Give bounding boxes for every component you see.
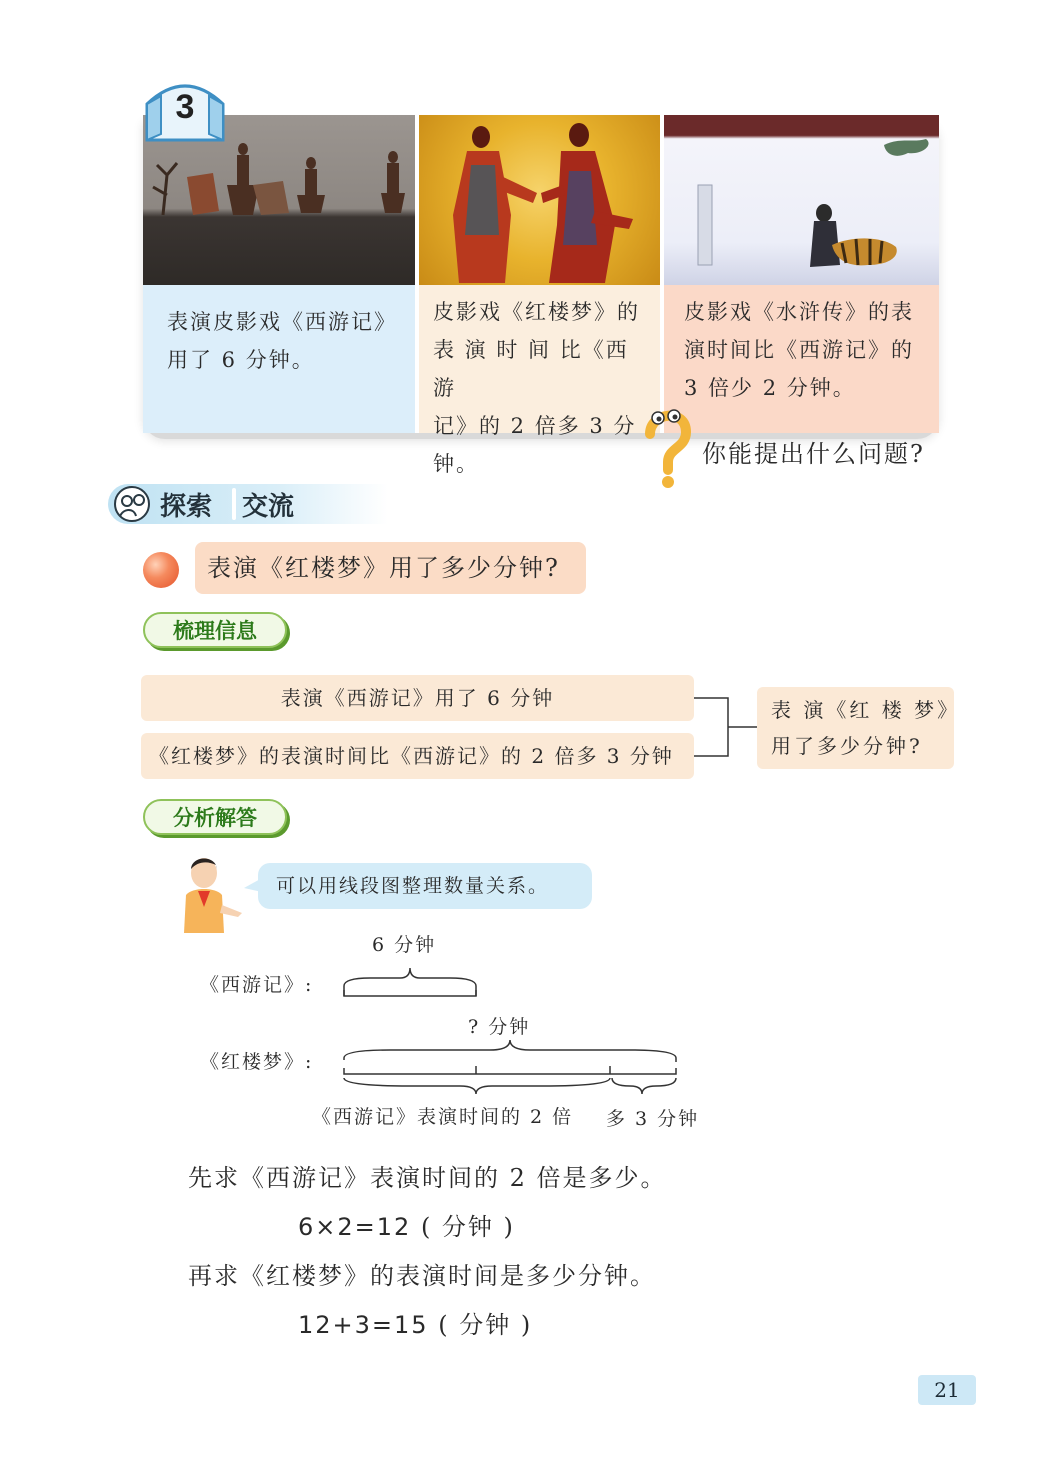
row-label-red-mansion: 《红楼梦》: [200, 1051, 314, 1073]
solution-step1-expr: 6×2=12 [298, 1213, 412, 1241]
discussion-icon [112, 486, 156, 522]
caption-line: 皮影戏《红楼梦》的 [433, 300, 640, 324]
segment-journey-west [344, 990, 476, 996]
tag-analyze-answer: 分析解答 [143, 799, 287, 835]
row-label-journey-west: 《西游记》: [200, 974, 314, 996]
caption-water-margin [664, 285, 939, 433]
bottom-label-plus-3: 多 3 分钟 [606, 1108, 700, 1130]
caption-line: 演时间比《西游记》的 [684, 338, 914, 362]
caption-line: 记》的 2 倍多 3 分钟。 [433, 414, 637, 476]
problem-number: 3 [175, 88, 195, 126]
caption-journey-west [143, 285, 415, 433]
section-divider [232, 488, 236, 520]
brace-label-6-minutes: 6 分钟 [372, 934, 437, 956]
boy-avatar [178, 855, 248, 933]
caption-line: 表演皮影戏《西游记》 [167, 310, 397, 334]
section-header [108, 484, 388, 524]
bottom-label-double: 《西游记》表演时间的 2 倍 [312, 1106, 574, 1128]
segment-red-mansion [344, 1068, 676, 1074]
shadow-puppet-photo-water-margin [664, 115, 939, 285]
brace-label-question-minutes: ? 分钟 [468, 1016, 531, 1038]
info-known-1: 表演《西游记》用了 6 分钟 [141, 675, 694, 721]
info-known-2: 《红楼梦》的表演时间比《西游记》的 2 倍多 3 分钟 [141, 733, 694, 779]
brace-double [344, 1078, 610, 1094]
info-bracket [694, 696, 758, 758]
speech-tail [244, 876, 262, 894]
question-ball-icon [143, 552, 179, 588]
caption-red-mansion [419, 285, 660, 476]
solution-step2-text: 再求《红楼梦》的表演时间是多少分钟。 [188, 1262, 656, 1290]
solution-step1-text: 先求《西游记》表演时间的 2 倍是多少。 [188, 1164, 667, 1192]
question-prompt: 你能提出什么问题? [702, 440, 925, 468]
caption-line: 皮影戏《水浒传》的表 [684, 300, 914, 324]
target-line: 用了多少分钟? [771, 734, 923, 758]
speech-bubble: 可以用线段图整理数量关系。 [258, 863, 592, 909]
solution-step1-unit: ( 分钟 ) [420, 1213, 515, 1241]
main-question: 表演《红楼梦》用了多少分钟? [195, 542, 586, 594]
tag-sort-information: 梳理信息 [143, 612, 287, 648]
target-line: 表 演《红 楼 梦》 [771, 698, 961, 722]
page-number: 21 [918, 1375, 976, 1405]
section-title-explore: 探索 [160, 492, 213, 522]
brace-6-minutes [344, 968, 476, 996]
brace-question-minutes [344, 1040, 676, 1062]
caption-line: 3 倍少 2 分钟。 [684, 376, 856, 400]
brace-plus-3 [612, 1078, 676, 1094]
shadow-puppet-photo-red-mansion [419, 115, 660, 285]
line-segment-diagram [330, 950, 690, 1100]
solution-step2-expression [298, 1305, 532, 1340]
caption-line: 表 演 时 间 比《西 游 [433, 338, 629, 400]
section-title-exchange: 交流 [242, 492, 295, 522]
info-target-question [757, 687, 961, 769]
caption-line: 用了 6 分钟。 [167, 348, 315, 372]
solution-step2-expr: 12+3=15 [298, 1311, 429, 1339]
question-mark-mascot-icon [642, 404, 692, 490]
solution-step1-expression [298, 1207, 515, 1242]
solution-step2-unit: ( 分钟 ) [438, 1311, 533, 1339]
problem-number-badge [143, 74, 227, 142]
